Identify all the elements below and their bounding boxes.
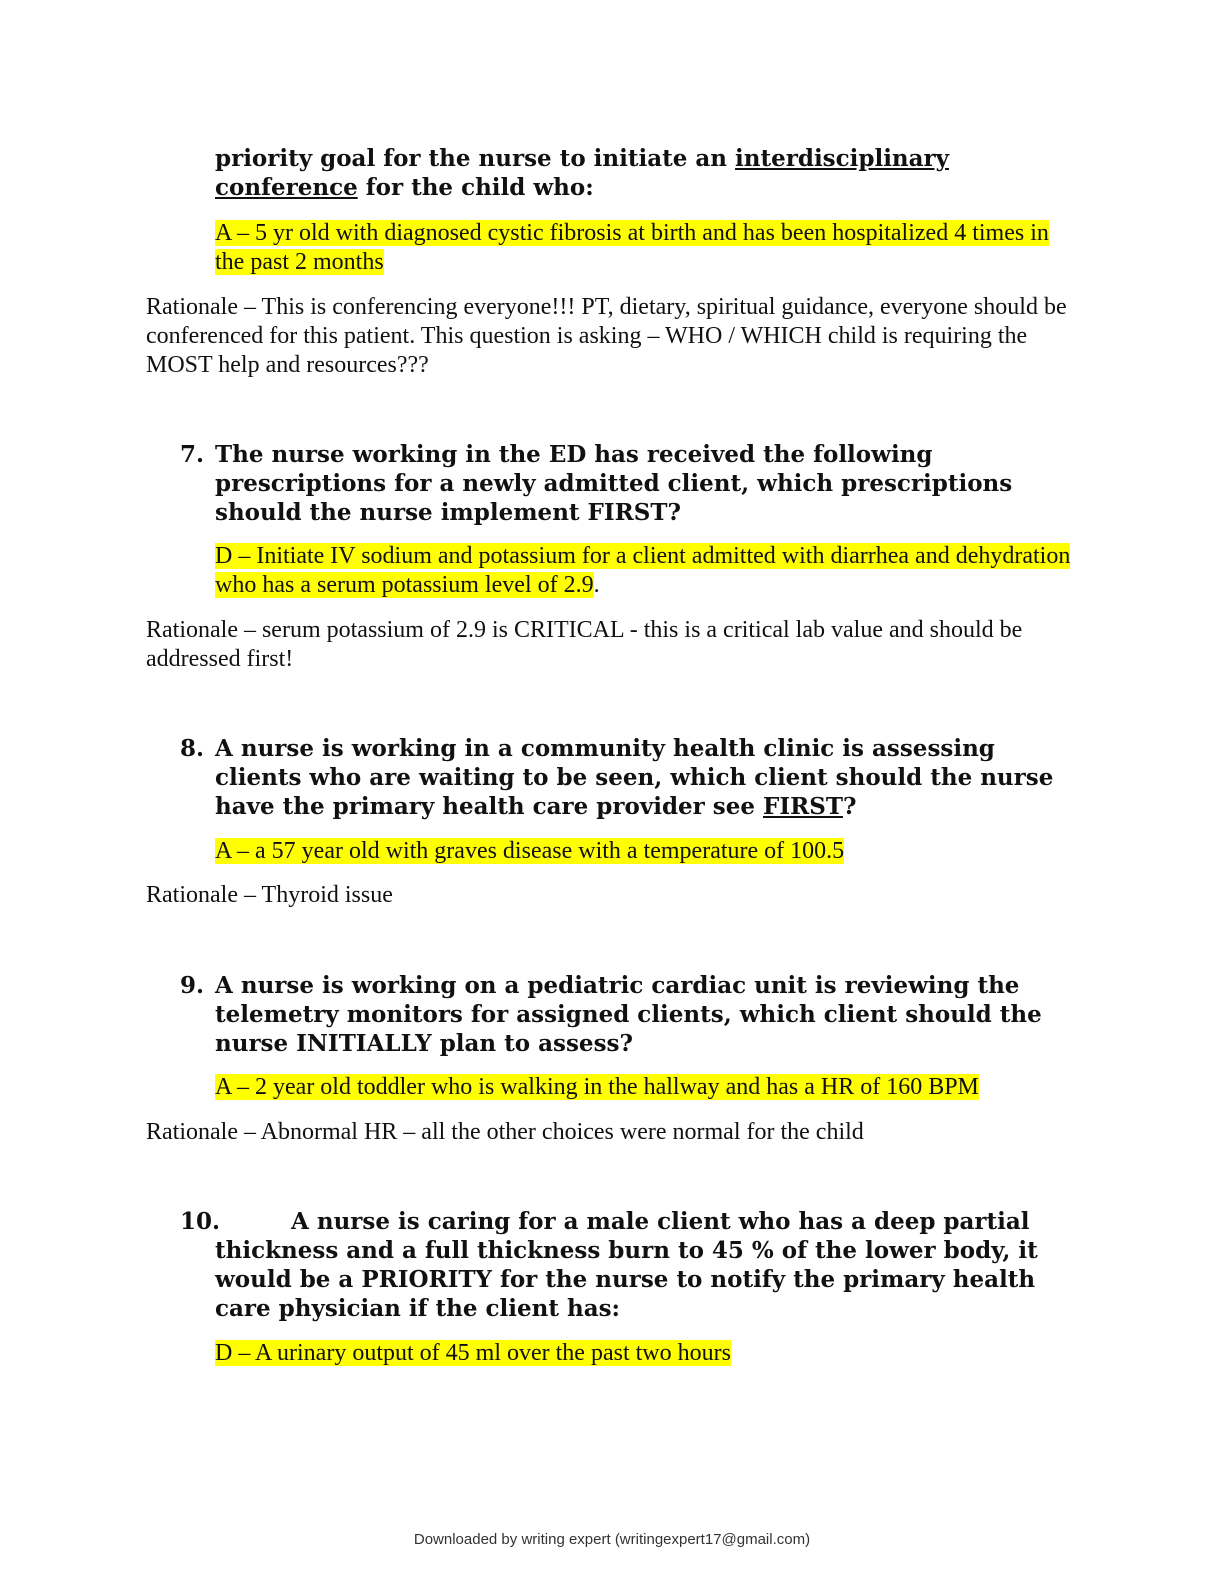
question-number: 9. <box>180 972 205 999</box>
rationale: Rationale – This is conferencing everyone!!! PT, dietary, spiritual guidance, everyone should be conferenced for this patient. This question is asking – WHO / WHICH child is requiring the MOST help and resources??? <box>146 294 1067 378</box>
answer <box>215 542 1075 600</box>
question-text: The nurse working in the ED has received the following prescriptions for a newly admitted client, which prescriptions should the nurse implement FIRST? <box>215 441 1013 526</box>
rationale: Rationale – serum potassium of 2.9 is CRITICAL - this is a critical lab value and should be addressed first! <box>146 617 1023 672</box>
question-text-block <box>215 734 1075 821</box>
answer <box>215 1339 1075 1368</box>
rationale: Rationale – Thyroid issue <box>146 882 393 908</box>
question-first-line: A nurse is caring for a male client who has a deep partial <box>291 1208 1030 1235</box>
answer-tail: . <box>593 572 600 598</box>
question-number: 8. <box>180 735 205 762</box>
question-continuation <box>215 144 1075 202</box>
question-text: thickness and a full thickness burn to 45 % of the lower body, it would be a PRIORITY for the nurse to notify the primary health care physician if the client has: <box>215 1237 1038 1322</box>
question-underlined-text: FIRST <box>763 793 843 820</box>
question-text-block <box>215 1207 1075 1323</box>
rationale: Rationale – Abnormal HR – all the other choices were normal for the child <box>146 1119 864 1145</box>
answer-highlight: A – a 57 year old with graves disease with a temperature of 100.5 <box>215 838 845 864</box>
answer-highlight: A – 2 year old toddler who is walking in the hallway and has a HR of 160 BPM <box>215 1074 979 1100</box>
question-text: A nurse is working on a pediatric cardiac unit is reviewing the telemetry monitors for assigned clients, which client should the nurse INITIALLY plan to assess? <box>215 972 1042 1057</box>
answer <box>215 219 1075 277</box>
answer-highlight: D – A urinary output of 45 ml over the past two hours <box>215 1340 731 1366</box>
question-text: A nurse is working in a community health clinic is assessing clients who are waiting to be seen, which client should the nurse have the primary health care provider see <box>215 735 1054 820</box>
question-number: 7. <box>180 441 205 468</box>
question-text-end: for the child who: <box>357 174 594 201</box>
question-number: 10. <box>180 1208 221 1235</box>
answer <box>215 1073 1075 1102</box>
question-underlined-text: interdisciplinary conference <box>215 145 950 201</box>
question-text: priority goal for the nurse to initiate an <box>215 145 736 172</box>
download-footer: Downloaded by writing expert (writingexpert17@gmail.com) <box>413 1531 811 1548</box>
question-text-end: ? <box>842 793 857 820</box>
answer-highlight: D – Initiate IV sodium and potassium for a client admitted with diarrhea and dehydration who has a serum potassium level of 2.9 <box>215 543 1071 598</box>
answer <box>215 837 1075 866</box>
answer-highlight: A – 5 yr old with diagnosed cystic fibrosis at birth and has been hospitalized 4 times in the past 2 months <box>215 220 1049 275</box>
